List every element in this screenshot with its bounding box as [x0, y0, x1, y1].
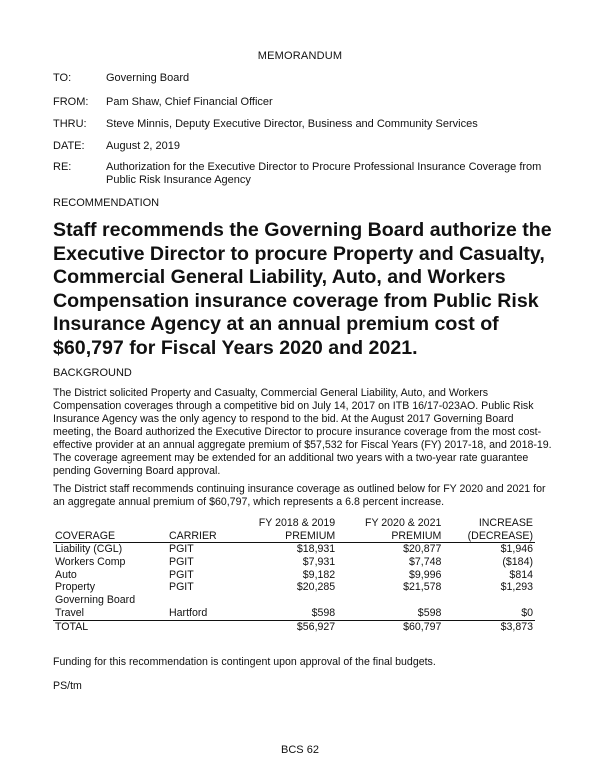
background-paragraph: [53, 387, 553, 478]
cell-fy2020: $9,996: [408, 568, 442, 581]
col-increase: [443, 517, 535, 543]
table-row: [53, 607, 535, 620]
cell-coverage: Liability (CGL): [55, 543, 123, 555]
col-fy2018-line1: FY 2018 & 2019: [258, 517, 336, 529]
cell-increase: $0: [521, 606, 533, 619]
col-fy2020: [337, 517, 443, 543]
cell-carrier: PGIT: [169, 568, 194, 581]
page-number: BCS 62: [281, 744, 319, 756]
recommendation-heading: RECOMMENDATION: [53, 197, 160, 209]
table-row: [53, 543, 535, 556]
memo-title: MEMORANDUM: [257, 50, 343, 62]
coverage-table: [53, 517, 535, 634]
cell-fy2018: $20,285: [296, 581, 336, 594]
cell-fy2018: $7,931: [302, 555, 336, 568]
cell-total-increase: $3,873: [443, 620, 535, 633]
cell-fy2020: [337, 594, 443, 607]
col-carrier: CARRIER: [167, 517, 231, 543]
header-to-value: Governing Board: [106, 72, 190, 84]
staff-paragraph: [53, 483, 553, 509]
table-row: [53, 569, 535, 582]
col-fy2018-line2: PREMIUM: [285, 529, 336, 542]
table-header-row: [53, 517, 535, 543]
funding-text: Funding for this recommendation is contingent upon approval of the final budgets.: [53, 656, 436, 668]
cell-fy2020: $7,748: [408, 555, 442, 568]
staff-paragraph-text: The District staff recommends continuing insurance coverage as outlined below for FY 2020 and 2021 for an aggregate annual premium of $60,797, which represents a 6.8 percent increase.: [53, 483, 546, 508]
cell-coverage: Property: [55, 581, 96, 594]
cell-carrier: [167, 594, 231, 607]
cell-fy2018: $9,182: [302, 568, 336, 581]
cell-increase: $1,293: [500, 581, 533, 594]
cell-increase: [443, 594, 535, 607]
cell-fy2020: $21,578: [403, 581, 442, 594]
cell-carrier: PGIT: [169, 581, 194, 594]
col-increase-line1: INCREASE: [478, 517, 533, 529]
col-fy2018: [231, 517, 337, 543]
cell-fy2020: $598: [417, 606, 442, 619]
cell-increase: ($184): [502, 555, 533, 568]
cell-total-carrier: [167, 620, 231, 633]
cell-total-label: TOTAL: [53, 620, 167, 633]
header-from-label: FROM:: [53, 96, 89, 108]
cell-fy2018: $598: [311, 606, 336, 619]
cell-coverage: Workers Comp: [55, 555, 126, 568]
table-total-row: [53, 620, 535, 633]
cell-carrier: PGIT: [169, 555, 194, 568]
cell-total-fy2018: $56,927: [231, 620, 337, 633]
col-fy2020-line1: FY 2020 & 2021: [364, 517, 442, 529]
table-row: [53, 556, 535, 569]
table-row: [53, 594, 535, 607]
header-re-label: RE:: [53, 161, 72, 173]
cell-fy2018: [231, 594, 337, 607]
header-date-label: DATE:: [53, 140, 85, 152]
header-date-value: August 2, 2019: [106, 140, 181, 152]
cell-fy2018: $18,931: [296, 543, 336, 555]
header-from-value: Pam Shaw, Chief Financial Officer: [106, 96, 273, 108]
cell-increase: $814: [509, 568, 533, 581]
cell-increase: $1,946: [500, 543, 533, 555]
header-thru-label: THRU:: [53, 118, 87, 130]
recommendation-text: Staff recommends the Governing Board authorize the Executive Director to procure Property and Casualty, Commercial General Liability, Auto, and Workers Compensation insurance coverage from Public Risk Insurance Agency at an annual premium cost of $60,797 for Fiscal Years 2020 and 2021.: [53, 219, 552, 359]
header-thru-value: Steve Minnis, Deputy Executive Director, Business and Community Services: [106, 118, 478, 130]
header-re-value: Authorization for the Executive Director to Procure Professional Insurance Coverage from Public Risk Insurance Agency: [106, 161, 542, 186]
cell-carrier: PGIT: [169, 543, 194, 555]
cell-coverage: Governing Board: [55, 594, 136, 607]
background-heading: BACKGROUND: [53, 367, 132, 379]
cell-total-fy2020: $60,797: [337, 620, 443, 633]
cell-carrier: Hartford: [169, 606, 208, 619]
table-row: [53, 581, 535, 594]
col-increase-line2: (DECREASE): [467, 529, 533, 542]
col-fy2020-line2: PREMIUM: [391, 529, 442, 542]
cell-coverage: Travel: [55, 606, 85, 619]
cell-coverage: Auto: [55, 568, 77, 581]
initials: PS/tm: [53, 680, 82, 692]
cell-fy2020: $20,877: [403, 543, 442, 555]
header-to-label: TO:: [53, 72, 72, 84]
background-paragraph-text: The District solicited Property and Casualty, Commercial General Liability, Auto, and Workers Compensation coverages through a competitive bid on July 14, 2017 on ITB 16/17-023AO. Public Risk Insurance Agency was the only agency to respond to the bid. At the August 2017 Governing Board meeting, the Board authorized the Executive Director to procure insurance coverage from the most cost-effective provider at an annual aggregate premium of $57,532 for Fiscal Years (FY) 2017-18, and 2018-19. The coverage agreement may be extended for an additional two years with a two-year rate guarantee pending Governing Board approval.: [53, 387, 552, 477]
col-coverage: COVERAGE: [53, 517, 167, 543]
